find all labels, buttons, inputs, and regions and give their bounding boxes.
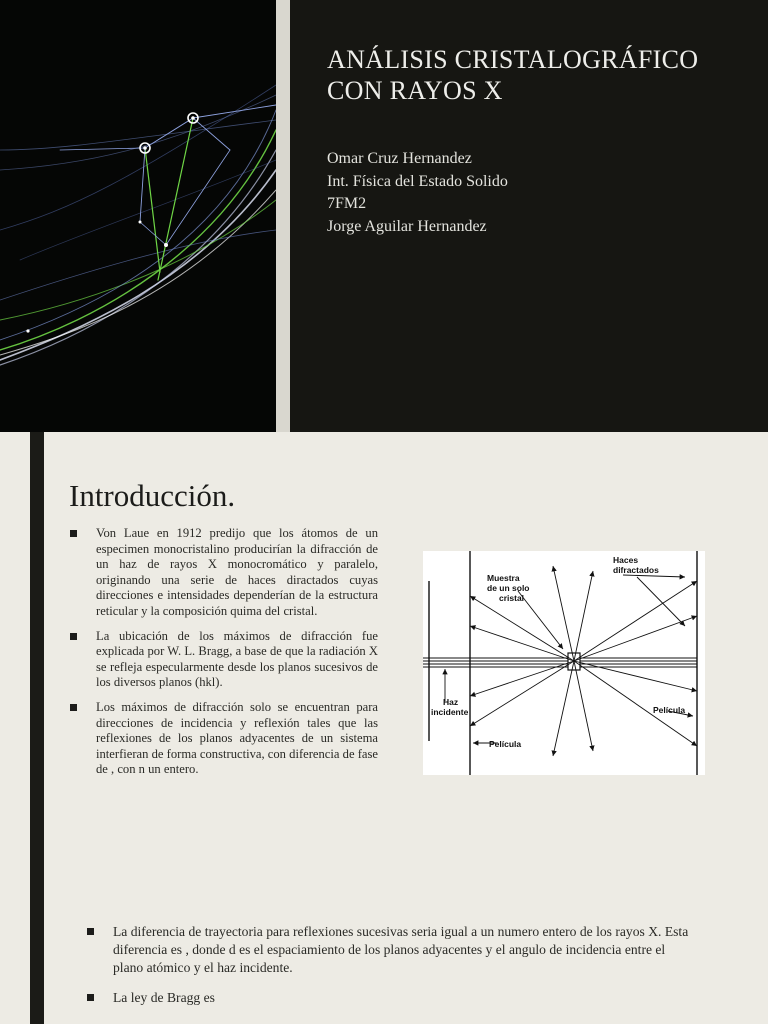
network-lines-graphic (0, 0, 276, 432)
laue-diffraction-diagram (423, 551, 705, 775)
figure-label: Película (653, 705, 686, 715)
presentation-title: ANÁLISIS CRISTALOGRÁFICO CON RAYOS X (327, 45, 699, 105)
figure-label: Muestra (487, 573, 520, 583)
list-item (87, 923, 692, 978)
bullet-square-icon (87, 928, 94, 935)
figure-label: difractados (613, 565, 659, 575)
figure-label: Película (489, 739, 522, 749)
figure-label: incidente (431, 707, 469, 717)
list-item (70, 629, 378, 691)
bullet-square-icon (70, 704, 77, 711)
group-line: 7FM2 (327, 195, 367, 212)
figure-label: Haces (613, 555, 639, 565)
bullet-list (87, 923, 692, 1018)
figure-label: Haz (443, 697, 459, 707)
bullet-text: Von Laue en 1912 predijo que los átomos de un especimen monocristalino producirían la difracción de un haz de rayos X monocromático y paralelo, originando una serie de haces diractados cuyas direcciones e intensidades dependerían de la estructura reticular y la composición quima del cristal. (96, 526, 378, 618)
author-line: Jorge Aguilar Hernandez (327, 217, 487, 235)
introduction-slide (0, 432, 768, 864)
slide-heading: Introducción. (69, 478, 236, 513)
bullet-text: La ley de Bragg es (113, 989, 215, 1005)
figure-label: de un solo (487, 583, 530, 593)
bragg-slide (0, 864, 768, 1024)
abstract-lines-image (0, 0, 276, 432)
bullet-square-icon (70, 530, 77, 537)
left-accent-bar (30, 864, 44, 1024)
figure-label: cristal (499, 593, 525, 603)
bullet-list (70, 526, 378, 787)
title-slide (0, 0, 768, 432)
list-item (70, 526, 378, 620)
laue-diagram (423, 551, 705, 775)
list-item (70, 700, 378, 778)
bullet-text: La diferencia de trayectoria para reflexiones sucesivas seria igual a un numero entero de los rayos X. Esta diferencia es , donde d es el espaciamiento de los planos adyacentes y el angulo de incidencia entre el plano atómico y el haz incidente. (113, 924, 689, 976)
vertical-stripe (276, 0, 290, 432)
bullet-square-icon (87, 994, 94, 1001)
author-line: Omar Cruz Hernandez (327, 150, 472, 167)
author-list (327, 148, 508, 238)
list-item (87, 989, 692, 1007)
bullet-text: La ubicación de los máximos de difracción fue explicada por W. L. Bragg, a base de que la radiación X se refleja especularmente desde los planos sucesivos de los diversos planos (hkl). (96, 628, 378, 690)
left-accent-bar (30, 432, 44, 864)
bullet-square-icon (70, 633, 77, 640)
bullet-text: Los máximos de difracción solo se encuentran para direcciones de incidencia y reflexión tales que las reflexiones de los planos adyacentes de un sistema interfieran de forma constructiva, con diferencia de fase de , con n un entero. (96, 699, 378, 777)
course-line: Int. Física del Estado Solido (327, 172, 508, 190)
